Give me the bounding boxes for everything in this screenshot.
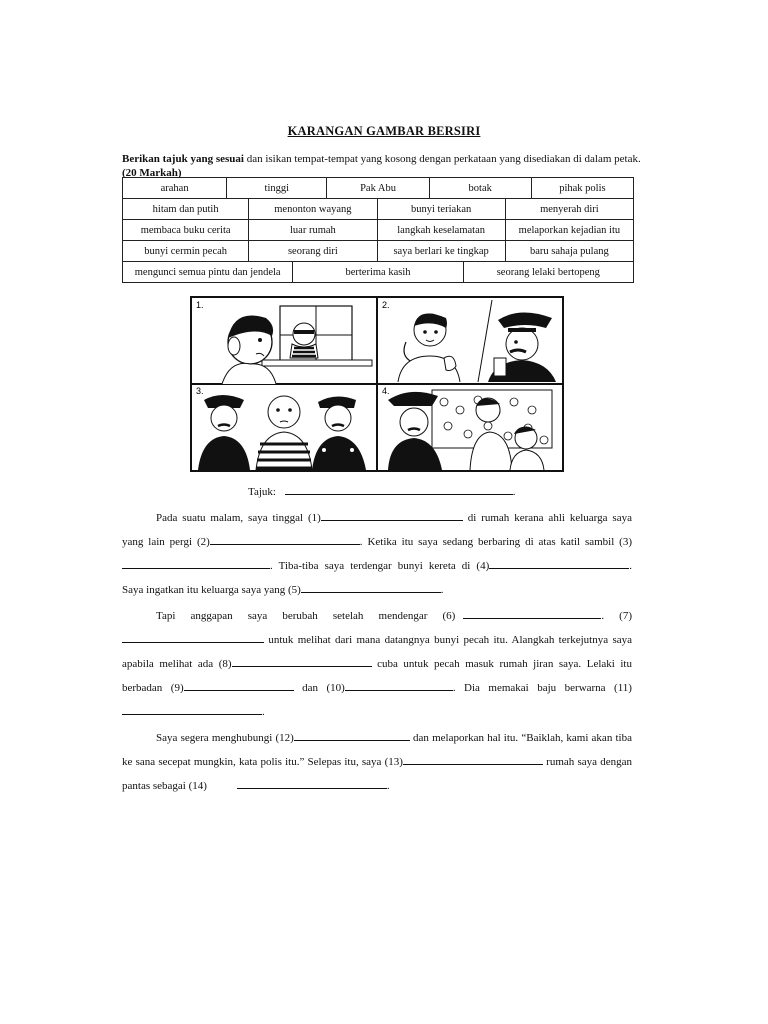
word-bank-cell: menyerah diri xyxy=(540,203,599,215)
panel-number: 1. xyxy=(196,300,204,310)
comic-strip xyxy=(190,296,564,472)
blank-7[interactable] xyxy=(122,632,264,643)
instruction-text: dan isikan tempat-tempat yang kosong dengan perkataan yang disediakan di dalam petak. xyxy=(243,153,641,165)
paragraph-1 xyxy=(122,506,632,602)
word-bank-cell: mengunci semua pintu dan jendela xyxy=(123,262,293,282)
word-bank-cell: saya berlari ke tingkap xyxy=(378,241,506,261)
word-bank-cell: seorang diri xyxy=(249,241,377,261)
paragraph-text: . Tiba-tiba saya terdengar bunyi kereta di (4) xyxy=(270,560,490,572)
word-bank-table xyxy=(122,177,634,283)
paragraph-text: . Ketika itu saya sedang berbaring di atas katil sambil (3) xyxy=(359,536,633,548)
word-bank-cell: baru sahaja pulang xyxy=(530,245,609,257)
page-title: KARANGAN GAMBAR BERSIRI xyxy=(287,124,481,138)
title-line: Tajuk: . xyxy=(248,486,516,498)
blank-1[interactable] xyxy=(321,510,463,521)
word-bank-row xyxy=(123,262,633,282)
panel-number: 2. xyxy=(382,300,390,310)
blank-2[interactable] xyxy=(210,534,360,545)
word-bank-cell: bunyi teriakan xyxy=(378,199,506,219)
blank-3[interactable] xyxy=(122,558,270,569)
paragraph-text: . (7) xyxy=(601,610,633,622)
blank-12[interactable] xyxy=(294,730,410,741)
blank-4[interactable] xyxy=(489,558,629,569)
paragraph-text: Pada suatu malam, saya tinggal (1) xyxy=(156,512,321,524)
blank-13[interactable] xyxy=(403,754,543,765)
word-bank-row xyxy=(123,199,633,220)
word-bank-cell: pihak polis xyxy=(559,182,606,194)
word-bank-cell: membaca buku cerita xyxy=(123,220,249,240)
panel-number: 3. xyxy=(196,386,204,396)
paragraph-text: dan (10) xyxy=(293,682,345,694)
word-bank-cell: luar rumah xyxy=(249,220,377,240)
paragraph-text: . Dia memakai baju berwarna (11) xyxy=(452,682,632,694)
word-bank-row xyxy=(123,178,633,199)
word-bank-cell: bunyi cermin pecah xyxy=(123,241,249,261)
paragraph-text: . Saya ingatkan itu keluarga saya yang (5) xyxy=(122,560,632,596)
blank-14[interactable] xyxy=(237,778,387,789)
word-bank-cell: arahan xyxy=(123,178,227,198)
paragraph-3 xyxy=(122,726,632,798)
instruction-marks: (20 Markah) xyxy=(122,167,182,179)
word-bank-cell: berterima kasih xyxy=(293,262,463,282)
word-bank-cell: botak xyxy=(430,178,532,198)
paragraph-text: dan melaporkan hal itu. “Baiklah, kami akan tiba ke sana secepat mungkin, kata polis itu.” Selepas itu, saya (13) xyxy=(122,732,632,768)
paragraph-text: Saya segera menghubungi (12) xyxy=(156,732,294,744)
panel-4-image xyxy=(382,386,552,470)
paragraph-text: rumah saya dengan pantas sebagai (14) xyxy=(122,756,633,792)
paragraph-text: . xyxy=(440,584,444,596)
tajuk-label: Tajuk: xyxy=(248,486,276,498)
paragraph-text: . xyxy=(262,706,265,718)
word-bank-cell: menonton wayang xyxy=(249,199,377,219)
blank-11[interactable] xyxy=(122,704,262,715)
blank-10[interactable] xyxy=(345,680,453,691)
paragraph-text: untuk melihat dari mana datangnya bunyi pecah itu. Alangkah terkejutnya saya apabila melihat ada (8) xyxy=(122,634,632,670)
instruction-lead: Berikan tajuk yang sesuai xyxy=(122,153,244,165)
word-bank-cell: hitam dan putih xyxy=(123,199,249,219)
comic-illustration xyxy=(192,298,562,470)
panel-2-image xyxy=(382,300,556,382)
panel-3-image xyxy=(196,386,366,470)
paragraph-text: di rumah kerana ahli keluarga saya yang lain pergi (2) xyxy=(122,512,632,548)
paragraph-text: cuba untuk pecah masuk rumah jiran saya. Lelaki itu berbadan (9) xyxy=(122,658,632,694)
paragraph-2 xyxy=(122,604,632,724)
word-bank-cell: melaporkan kejadian itu xyxy=(518,224,621,236)
word-bank-row xyxy=(123,220,633,241)
tajuk-blank[interactable] xyxy=(285,484,513,495)
blank-5[interactable] xyxy=(301,582,441,593)
paragraph-text: . xyxy=(386,780,390,792)
word-bank-cell: seorang lelaki bertopeng xyxy=(496,266,600,278)
instruction xyxy=(122,152,642,180)
word-bank-cell: Pak Abu xyxy=(327,178,429,198)
panel-number: 4. xyxy=(382,386,390,396)
paragraph-text: Tapi anggapan saya berubah setelah mendengar (6) xyxy=(156,610,456,622)
blank-8[interactable] xyxy=(232,656,372,667)
word-bank-cell: tinggi xyxy=(227,178,327,198)
word-bank-row xyxy=(123,241,633,262)
blank-9[interactable] xyxy=(184,680,294,691)
blank-6[interactable] xyxy=(463,608,601,619)
word-bank-cell: langkah keselamatan xyxy=(378,220,506,240)
panel-1-image xyxy=(196,300,372,384)
